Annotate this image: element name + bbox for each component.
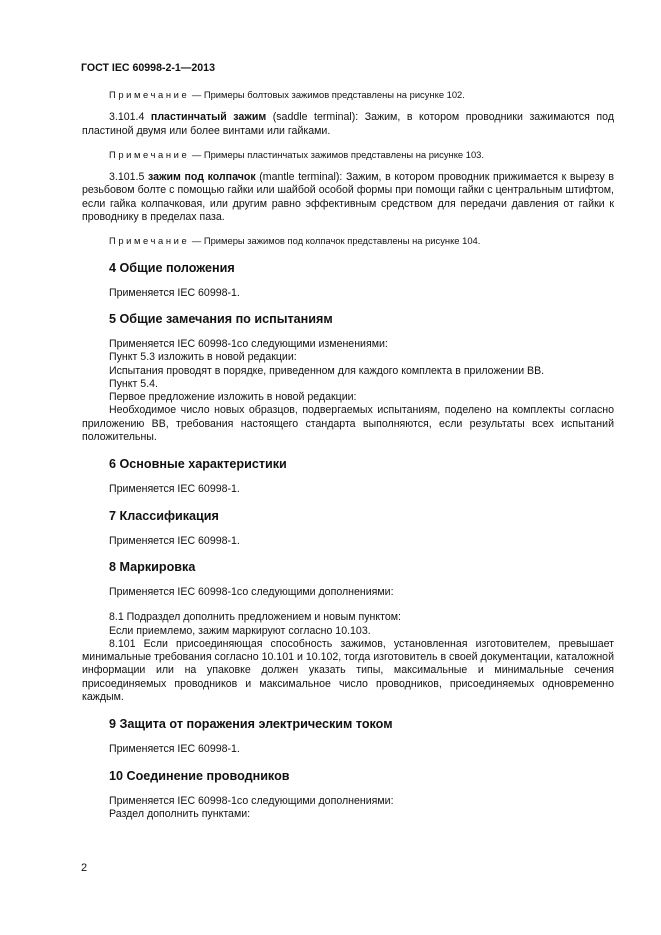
section-5-text-3: Испытания проводят в порядке, приведенном для каждого комплекта в приложении ВВ. xyxy=(109,364,545,377)
section-5-title: 5 Общие замечания по испытаниям xyxy=(109,311,333,326)
page-content xyxy=(82,88,614,821)
section-9-title: 9 Защита от поражения электрическим током xyxy=(109,717,393,732)
section-4-text: Применяется IEC 60998-1. xyxy=(109,286,240,299)
section-5-text-4: Пункт 5.4. xyxy=(109,377,158,390)
section-7-title: 7 Классификация xyxy=(109,508,219,523)
clause-3-101-5 xyxy=(82,171,614,224)
section-9-text: Применяется IEC 60998-1. xyxy=(109,743,240,756)
section-6-text: Применяется IEC 60998-1. xyxy=(109,483,240,496)
section-7-text: Применяется IEC 60998-1. xyxy=(109,534,240,547)
page-number: 2 xyxy=(81,862,88,874)
section-10-text-1: Применяется IEC 60998-1со следующими дополнениями: xyxy=(109,794,394,807)
section-8-title: 8 Маркировка xyxy=(109,559,196,574)
note-text: — Примеры пластинчатых зажимов представлены на рисунке 103. xyxy=(189,148,484,160)
clause-3-101-4 xyxy=(82,111,614,138)
clause-number: 3.101.4 xyxy=(109,111,151,124)
section-5-text-6: Необходимое число новых образцов, подвергаемых испытаниям, поделено на комплекты согласно приложению ВВ, требования настоящего стандарта выполняются, если результаты всех испытаний положительны. xyxy=(82,404,614,444)
note-text: — Примеры зажимов под колпачок представлены на рисунке 104. xyxy=(189,235,481,247)
note-label: Примечание xyxy=(109,89,190,100)
section-10-title: 10 Соединение проводников xyxy=(109,768,290,783)
section-8-text-1: Применяется IEC 60998-1со следующими дополнениями: xyxy=(109,585,394,598)
section-5-text-5: Первое предложение изложить в новой редакции: xyxy=(109,391,357,404)
section-5-text-1: Применяется IEC 60998-1со следующими изменениями: xyxy=(109,337,388,350)
note-text: — Примеры болтовых зажимов представлены на рисунке 102. xyxy=(189,89,465,100)
clause-term: зажим под колпачок xyxy=(147,171,256,184)
note-mantle-terminals xyxy=(82,234,614,247)
note-bolt-terminals xyxy=(82,88,614,101)
section-6-title: 6 Основные характеристики xyxy=(109,457,287,472)
note-label: Примечание xyxy=(109,148,190,160)
clause-number: 3.101.5 xyxy=(109,171,148,184)
section-10-text-2: Раздел дополнить пунктами: xyxy=(109,807,251,820)
document-header: ГОСТ IEC 60998-2-1—2013 xyxy=(81,62,215,74)
section-5-text-2: Пункт 5.3 изложить в новой редакции: xyxy=(109,351,297,364)
clause-text: (saddle terminal): Зажим, в котором проводники зажимаются под пластиной двумя или более винтами или гайками. xyxy=(82,111,615,137)
section-8-text-2: 8.1 Подраздел дополнить предложением и новым пунктом: xyxy=(109,611,401,624)
note-saddle-terminals xyxy=(82,148,614,161)
section-8-text-3: Если приемлемо, зажим маркируют согласно 10.103. xyxy=(109,624,371,637)
section-8-text-4: 8.101 Если присоединяющая способность зажимов, установленная изготовителем, превышает минимальные требования согласно 10.101 и 10.102, тогда изготовитель в своей документации, каталожной информации или на упаковке должен указать типы, максимальные и минимальные сечения присоединяемых проводников и максимальное число проводников, присоединяемых одновременно каждым. xyxy=(82,637,614,704)
section-4-title: 4 Общие положения xyxy=(109,260,235,275)
clause-text: (mantle terminal): Зажим, в котором проводник прижимается к вырезу в резьбовом болте с помощью гайки или шайбой особой формы при помощи гайки с центральным штифтом, если гайка колпачковая, или другим равно эффективным средством для передачи давления от гайки к проводнику в пределах паза. xyxy=(82,171,614,224)
note-label: Примечание xyxy=(109,235,190,247)
clause-term: пластинчатый зажим xyxy=(150,111,267,124)
